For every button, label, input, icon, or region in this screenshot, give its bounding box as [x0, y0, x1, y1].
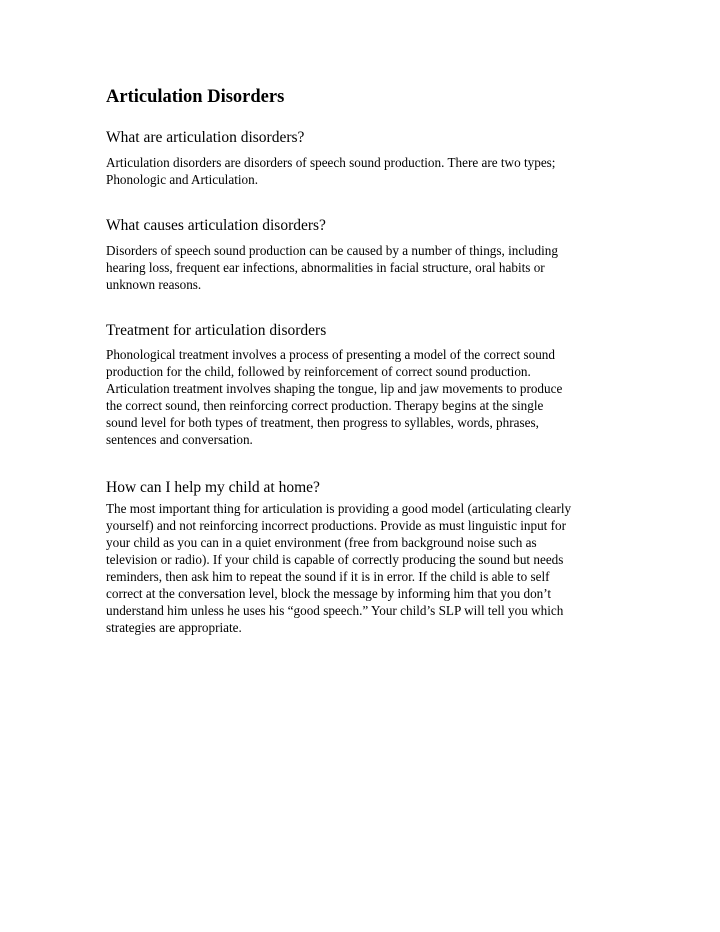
paragraph-line: correct at the conversation level, block the message by informing him that you don’t	[106, 586, 552, 601]
section-heading-help-at-home: How can I help my child at home?	[106, 479, 320, 496]
paragraph-line: yourself) and not reinforcing incorrect productions. Provide as must linguistic input for	[106, 518, 566, 533]
paragraph-line: your child as you can in a quiet environment (free from background noise such as	[106, 535, 537, 550]
section-heading-what-are: What are articulation disorders?	[106, 129, 305, 146]
paragraph-line: Articulation treatment involves shaping the tongue, lip and jaw movements to produce	[106, 381, 563, 396]
paragraph-line: Phonological treatment involves a process of presenting a model of the correct sound	[106, 347, 555, 362]
section-paragraph-what-are	[106, 154, 555, 188]
paragraph-line: Disorders of speech sound production can be caused by a number of things, including	[106, 243, 558, 258]
section-heading-causes: What causes articulation disorders?	[106, 217, 326, 234]
paragraph-line: Phonologic and Articulation.	[106, 172, 259, 187]
paragraph-line: television or radio). If your child is capable of correctly producing the sound but needs	[106, 552, 564, 567]
document-title: Articulation Disorders	[106, 87, 285, 107]
section-paragraph-treatment	[106, 346, 562, 448]
section-heading-treatment: Treatment for articulation disorders	[106, 322, 327, 339]
paragraph-line: hearing loss, frequent ear infections, abnormalities in facial structure, oral habits or	[106, 260, 545, 275]
paragraph-line: strategies are appropriate.	[106, 620, 242, 635]
paragraph-line: Articulation disorders are disorders of speech sound production. There are two types;	[106, 155, 556, 170]
paragraph-line: sound level for both types of treatment, then progress to syllables, words, phrases,	[106, 415, 539, 430]
paragraph-line: understand him unless he uses his “good speech.” Your child’s SLP will tell you which	[106, 603, 564, 618]
paragraph-line: The most important thing for articulation is providing a good model (articulating clearly	[106, 501, 572, 516]
paragraph-line: production for the child, followed by reinforcement of correct sound production.	[106, 364, 531, 379]
paragraph-line: sentences and conversation.	[106, 432, 253, 447]
paragraph-line: reminders, then ask him to repeat the sound if it is in error. If the child is able to self	[106, 569, 550, 584]
paragraph-line: the correct sound, then reinforcing correct production. Therapy begins at the single	[106, 398, 544, 413]
paragraph-line: unknown reasons.	[106, 277, 202, 292]
section-paragraph-causes	[106, 242, 558, 293]
section-paragraph-help-at-home	[106, 500, 571, 636]
